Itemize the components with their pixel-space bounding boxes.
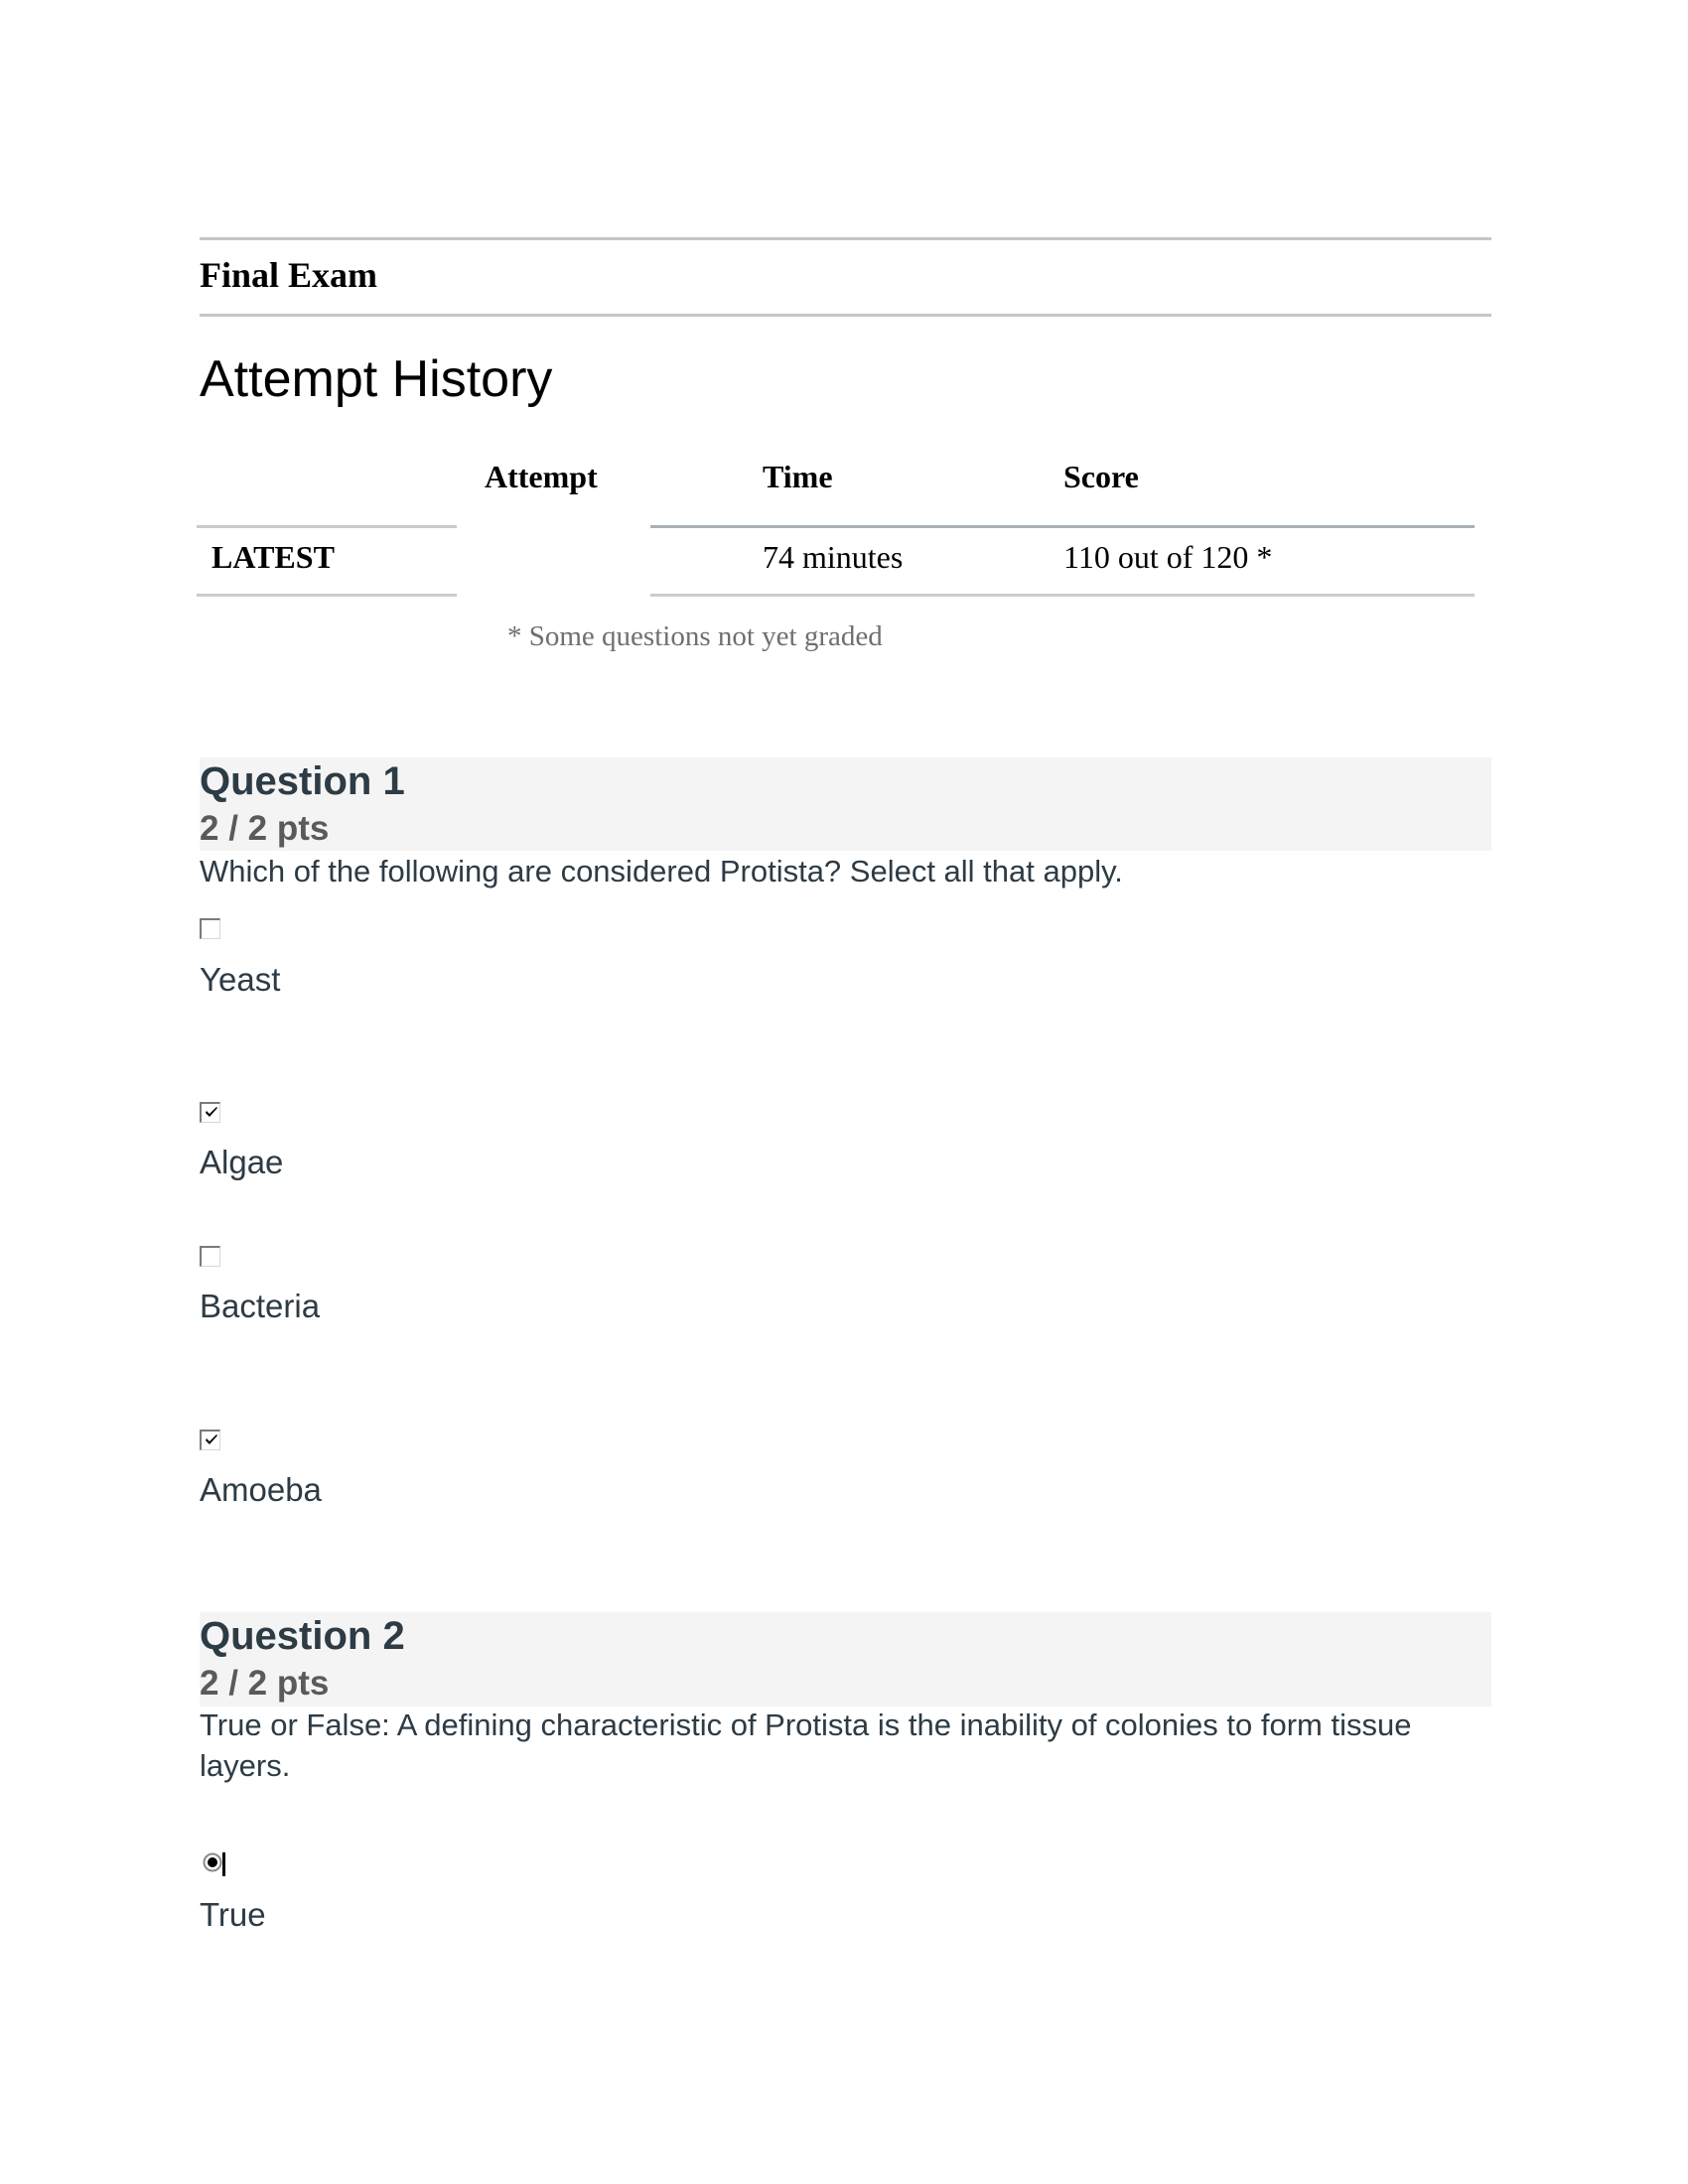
column-header-time: Time — [763, 459, 833, 494]
answer-label: Amoeba — [200, 1471, 322, 1508]
radio-selected-icon — [203, 1852, 228, 1878]
table-rule — [197, 525, 457, 528]
question-points: 2 / 2 pts — [200, 809, 330, 848]
checkmark-icon — [204, 1105, 219, 1121]
question-title: Question 2 — [200, 1614, 405, 1658]
column-header-score: Score — [1063, 459, 1139, 494]
attempt-time: 74 minutes — [763, 539, 904, 575]
attempt-score: 110 out of 120 * — [1063, 539, 1273, 575]
answer-checkbox-amoeba[interactable] — [200, 1430, 220, 1450]
attempt-label-latest: LATEST — [211, 539, 335, 575]
header-bottom-rule — [200, 314, 1491, 317]
attempt-history-title: Attempt History — [200, 350, 553, 408]
answer-checkbox-bacteria[interactable] — [200, 1246, 220, 1267]
table-rule — [197, 594, 457, 597]
question-text: Which of the following are considered Protista? Select all that apply. — [200, 854, 1123, 888]
exam-title: Final Exam — [200, 255, 378, 295]
grading-note: * Some questions not yet graded — [507, 620, 883, 652]
column-header-attempt: Attempt — [485, 459, 598, 494]
answer-radio-true[interactable] — [203, 1852, 223, 1873]
question-title: Question 1 — [200, 759, 405, 803]
table-rule — [650, 594, 1475, 597]
answer-label: True — [200, 1896, 266, 1933]
checkmark-icon — [204, 1433, 219, 1448]
answer-label: Algae — [200, 1144, 284, 1180]
answer-label: Yeast — [200, 961, 281, 998]
answer-checkbox-algae[interactable] — [200, 1102, 220, 1123]
question-header — [200, 1612, 1491, 1706]
table-rule — [650, 525, 1475, 528]
question-header — [200, 757, 1491, 851]
question-text: True or False: A defining characteristic of Protista is the inability of colonies to form tissue layers. — [200, 1707, 1412, 1783]
answer-checkbox-yeast[interactable] — [200, 918, 220, 939]
answer-label: Bacteria — [200, 1288, 321, 1324]
question-points: 2 / 2 pts — [200, 1664, 330, 1703]
header-top-rule — [200, 237, 1491, 240]
